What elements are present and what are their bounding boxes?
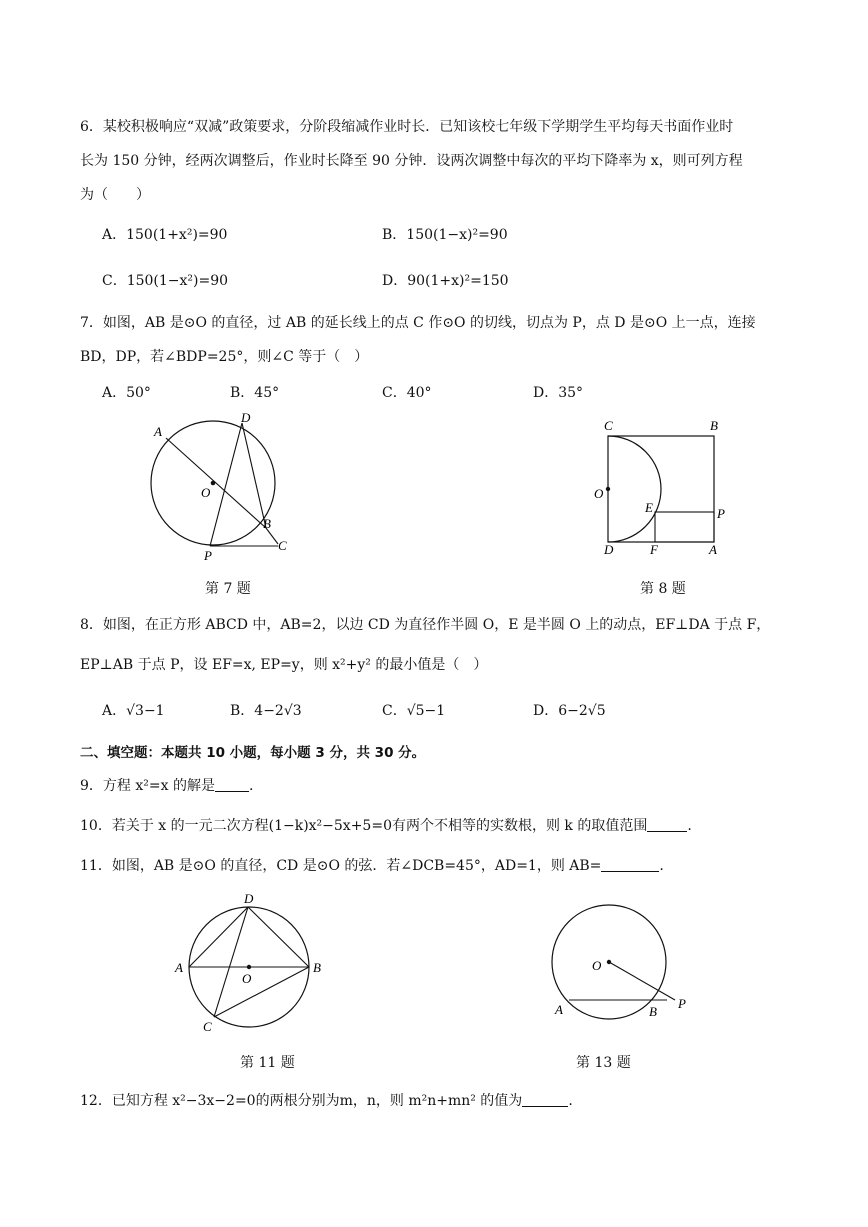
q6-line3: 为（ ） [80,187,150,203]
fig11-label-c: C [203,1019,212,1034]
fig8-label-o: O [594,486,604,501]
q11-text: 11．如图，AB 是⊙O 的直径，CD 是⊙O 的弦．若∠DCB=45°，AD=1，则 AB= [80,858,602,874]
q10-text: 10．若关于 x 的一元二次方程(1−k)x²−5x+5=0有两个不相等的实数根，则 k 的取值范围 [80,818,648,834]
fig8-caption: 第 8 题 [640,581,686,597]
fig11-segment-cb [214,967,309,1017]
q9 [80,775,253,795]
fig13-label-a: A [555,1002,563,1017]
q8-line2: EP⊥AB 于点 P，设 EF=x, EP=y，则 x²+y² 的最小值是（ ） [80,657,488,673]
q6-option-d: D．90(1+x)²=150 [382,273,509,289]
q8-line1: 8．如图，在正方形 ABCD 中，AB=2，以边 CD 为直径作半圆 O，E 是半圆 O 上的动点，EF⊥DA 于点 F， [80,617,771,633]
q7-option-d: D．35° [533,385,584,401]
fig7-label-a: A [154,424,162,439]
figure-11 [170,885,340,1040]
fig8-label-e: E [645,500,653,515]
fig11-center-dot [247,965,251,969]
q11-period: . [659,858,664,874]
fig8-label-a: A [709,542,717,557]
fig13-caption: 第 13 题 [576,1055,631,1071]
q9-period: . [248,778,254,794]
fig8-label-b: B [710,418,718,433]
fig7-diameter-ab [166,438,266,528]
q6-line2: 长为 150 分钟，经两次调整后，作业时长降至 90 分钟．设两次调整中每次的平均下降率为 x，则可列方程 [80,153,743,169]
fig13-label-b: B [649,1004,657,1019]
fig8-rectangle-efap [655,512,714,542]
fig13-label-p: P [678,996,686,1011]
fig11-chord-dc [214,907,248,1017]
q7-line2: BD，DP，若∠BDP=25°，则∠C 等于（ ） [80,349,369,365]
q9-answer-blank [215,779,249,792]
q7-option-a: A．50° [102,385,151,401]
fig11-segment-db [248,907,309,967]
q6-option-a: A．150(1+x²)=90 [102,227,228,243]
fig8-label-d: D [604,542,614,557]
figure-7 [140,410,310,570]
fig7-label-c: C [278,538,287,553]
fig7-label-p: P [204,548,212,563]
q12-period: . [568,1093,573,1109]
fig8-semicircle [608,436,661,542]
fig8-label-c: C [604,418,613,433]
q10 [80,815,692,835]
fig13-label-o: O [592,958,602,973]
fig7-segment-db [242,423,266,528]
q8-option-d: D．6−2√5 [533,703,606,719]
q8-option-a: A．√3−1 [102,703,165,719]
q6-option-b: B．150(1−x)²=90 [382,227,508,243]
fig7-label-o: O [201,485,211,500]
fig13-center-dot [607,960,611,964]
fig7-label-b: B [263,516,271,531]
fig7-center-dot [211,481,216,486]
q8-option-b: B．4−2√3 [230,703,302,719]
q10-period: . [687,818,692,834]
fig11-label-o: O [242,971,252,986]
q12-answer-blank [522,1094,568,1107]
q6-line1: 6．某校积极响应“双减”政策要求，分阶段缩减作业时长．已知该校七年级下学期学生平均每天书面作业时 [80,119,734,135]
fig7-label-d: D [241,410,251,425]
q8-option-c: C．√5−1 [382,703,446,719]
figure-8 [588,414,738,564]
figure-13 [545,900,695,1025]
q7-option-c: C．40° [382,385,432,401]
fig11-label-b: B [313,960,321,975]
q9-text: 9．方程 x²=x 的解是 [80,778,215,794]
fig11-label-a: A [175,960,183,975]
q11-answer-blank [601,859,659,872]
section-2-heading: 二、填空题：本题共 10 小题，每小题 3 分，共 30 分。 [80,745,426,761]
fig11-label-d: D [244,891,254,906]
q12 [80,1090,573,1110]
q6-option-c: C．150(1−x²)=90 [102,273,229,289]
fig8-label-f: F [650,542,658,557]
q12-text: 12．已知方程 x²−3x−2=0的两根分别为m，n，则 m²n+mn² 的值为 [80,1093,523,1109]
q7-option-b: B．45° [230,385,280,401]
q7-line1: 7．如图，AB 是⊙O 的直径，过 AB 的延长线上的点 C 作⊙O 的切线，切点为 P，点 D 是⊙O 上一点，连接 [80,315,756,331]
q10-answer-blank [647,819,687,832]
fig7-caption: 第 7 题 [205,581,251,597]
fig7-segment-dp [210,423,242,546]
fig8-label-p: P [717,506,725,521]
q11 [80,855,664,875]
fig8-center-dot [606,487,610,491]
fig13-segment-op [609,962,675,1000]
fig11-caption: 第 11 题 [240,1055,295,1071]
